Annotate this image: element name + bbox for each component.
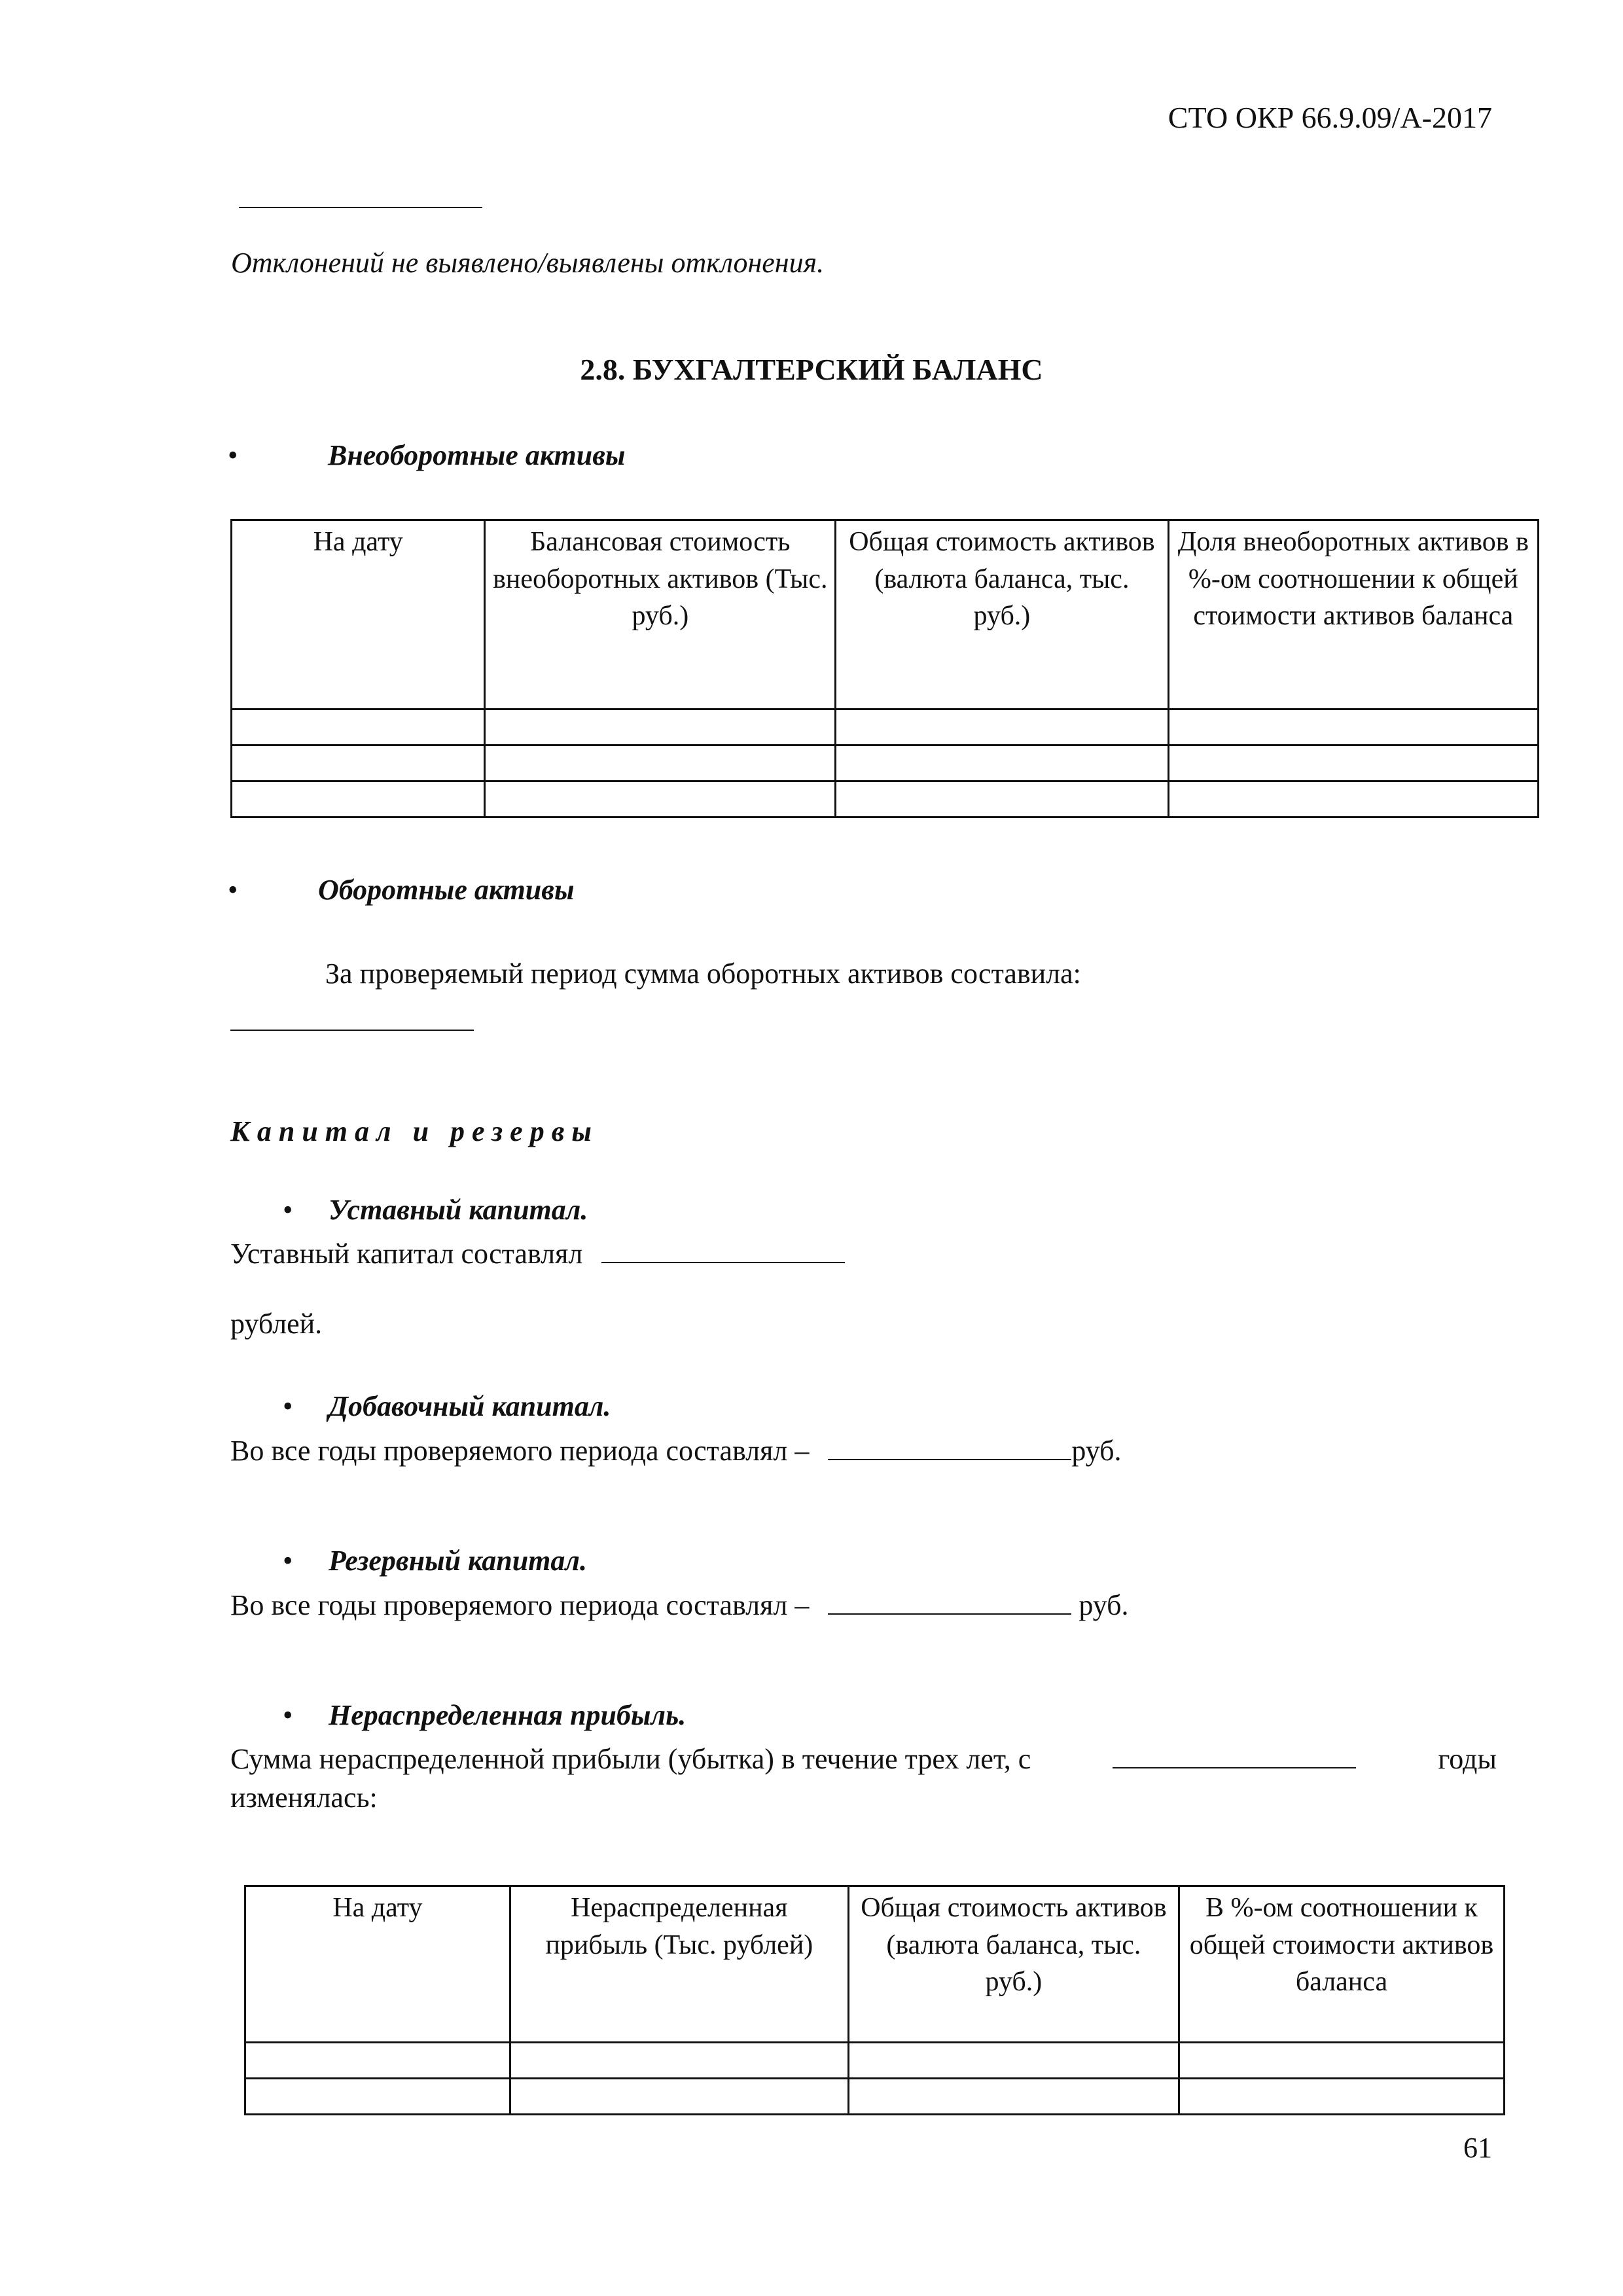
retained-earnings-years: годы — [1438, 1743, 1497, 1775]
page-number: 61 — [1463, 2132, 1492, 2164]
authorized-capital-text: Уставный капитал составлял — [230, 1238, 583, 1270]
bullet-icon: • — [283, 1194, 293, 1226]
table-row — [232, 745, 1539, 781]
table-row — [232, 709, 1539, 745]
table-cell — [245, 2079, 510, 2115]
table-cell — [836, 781, 1168, 817]
table-cell — [232, 781, 485, 817]
deviations-text: Отклонений не выявлено/выявлены отклонения. — [231, 247, 825, 279]
document-code: СТО ОКР 66.9.09/А-2017 — [1168, 101, 1492, 134]
header-cell-date: На дату — [232, 520, 485, 709]
table-cell — [1168, 781, 1538, 817]
table-cell — [485, 781, 836, 817]
retained-earnings-text-line2: изменялась: — [230, 1782, 378, 1814]
reserve-capital-heading — [283, 1542, 587, 1579]
table-cell — [1179, 2079, 1504, 2115]
table-cell — [485, 709, 836, 745]
blank-line — [1113, 1767, 1356, 1768]
blank-line — [601, 1261, 845, 1263]
header-cell-share: Доля внеоборотных активов в %-ом соотношении к общей стоимости активов баланса — [1168, 520, 1538, 709]
bullet-icon: • — [283, 1699, 293, 1731]
table-cell — [1168, 709, 1538, 745]
table-cell — [232, 709, 485, 745]
table-cell — [836, 709, 1168, 745]
retained-earnings-heading — [283, 1696, 686, 1734]
header-cell-total-assets: Общая стоимость активов (валюта баланса, тыс. руб.) — [836, 520, 1168, 709]
table-row — [245, 2079, 1505, 2115]
reserve-capital-title: Резервный капитал. — [329, 1545, 587, 1577]
reserve-capital-text: Во все годы проверяемого периода составлял – — [230, 1589, 810, 1621]
retained-earnings-table — [244, 1885, 1505, 2115]
header-cell-total-assets: Общая стоимость активов (валюта баланса, тыс. руб.) — [848, 1886, 1179, 2043]
currency-unit: руб. — [1071, 1435, 1122, 1467]
table-header-row — [232, 520, 1539, 709]
capital-reserves-title: Капитал и резервы — [230, 1115, 599, 1147]
table-cell — [245, 2043, 510, 2079]
header-cell-retained-profit: Нераспределенная прибыль (Тыс. рублей) — [510, 1886, 848, 2043]
retained-earnings-line — [230, 1740, 1497, 1778]
table-cell — [232, 745, 485, 781]
table-row — [232, 781, 1539, 817]
table-cell — [510, 2043, 848, 2079]
header-cell-date: На дату — [245, 1886, 510, 2043]
header-cell-book-value: Балансовая стоимость внеоборотных активов (Тыс. руб.) — [485, 520, 836, 709]
table-cell — [510, 2079, 848, 2115]
current-assets-heading — [228, 871, 574, 908]
retained-earnings-text: Сумма нераспределенной прибыли (убытка) в течение трех лет, с — [230, 1743, 1031, 1775]
currency-unit: руб. — [1079, 1589, 1129, 1621]
reserve-capital-line — [230, 1587, 1129, 1624]
non-current-assets-title: Внеоборотные активы — [328, 439, 626, 471]
blank-line — [828, 1458, 1071, 1460]
current-assets-text: За проверяемый период сумма оборотных активов составила: — [325, 958, 1081, 990]
table-cell — [848, 2043, 1179, 2079]
additional-capital-title: Добавочный капитал. — [329, 1390, 611, 1422]
table-cell — [1179, 2043, 1504, 2079]
table-header-row — [245, 1886, 1505, 2043]
blank-line — [230, 1029, 474, 1031]
non-current-assets-heading — [228, 437, 625, 474]
authorized-capital-line — [230, 1235, 845, 1272]
table-cell — [836, 745, 1168, 781]
blank-line — [239, 206, 482, 208]
retained-earnings-title: Нераспределенная прибыль. — [329, 1699, 687, 1731]
section-title: 2.8. БУХГАЛТЕРСКИЙ БАЛАНС — [580, 353, 1043, 386]
additional-capital-text: Во все годы проверяемого периода составлял – — [230, 1435, 810, 1467]
authorized-capital-heading — [283, 1191, 588, 1229]
table-cell — [1168, 745, 1538, 781]
non-current-assets-table — [230, 519, 1539, 818]
header-cell-share: В %-ом соотношении к общей стоимости активов баланса — [1179, 1886, 1504, 2043]
blank-line — [828, 1613, 1071, 1615]
current-assets-title: Оборотные активы — [318, 874, 575, 906]
table-cell — [848, 2079, 1179, 2115]
bullet-icon: • — [283, 1545, 293, 1577]
table-cell — [485, 745, 836, 781]
table-row — [245, 2043, 1505, 2079]
additional-capital-heading — [283, 1388, 611, 1425]
authorized-capital-tail: рублей. — [230, 1308, 323, 1340]
bullet-icon: • — [228, 874, 238, 906]
bullet-icon: • — [283, 1390, 293, 1422]
additional-capital-line — [230, 1432, 1122, 1469]
authorized-capital-title: Уставный капитал. — [329, 1194, 588, 1226]
bullet-icon: • — [228, 439, 238, 471]
